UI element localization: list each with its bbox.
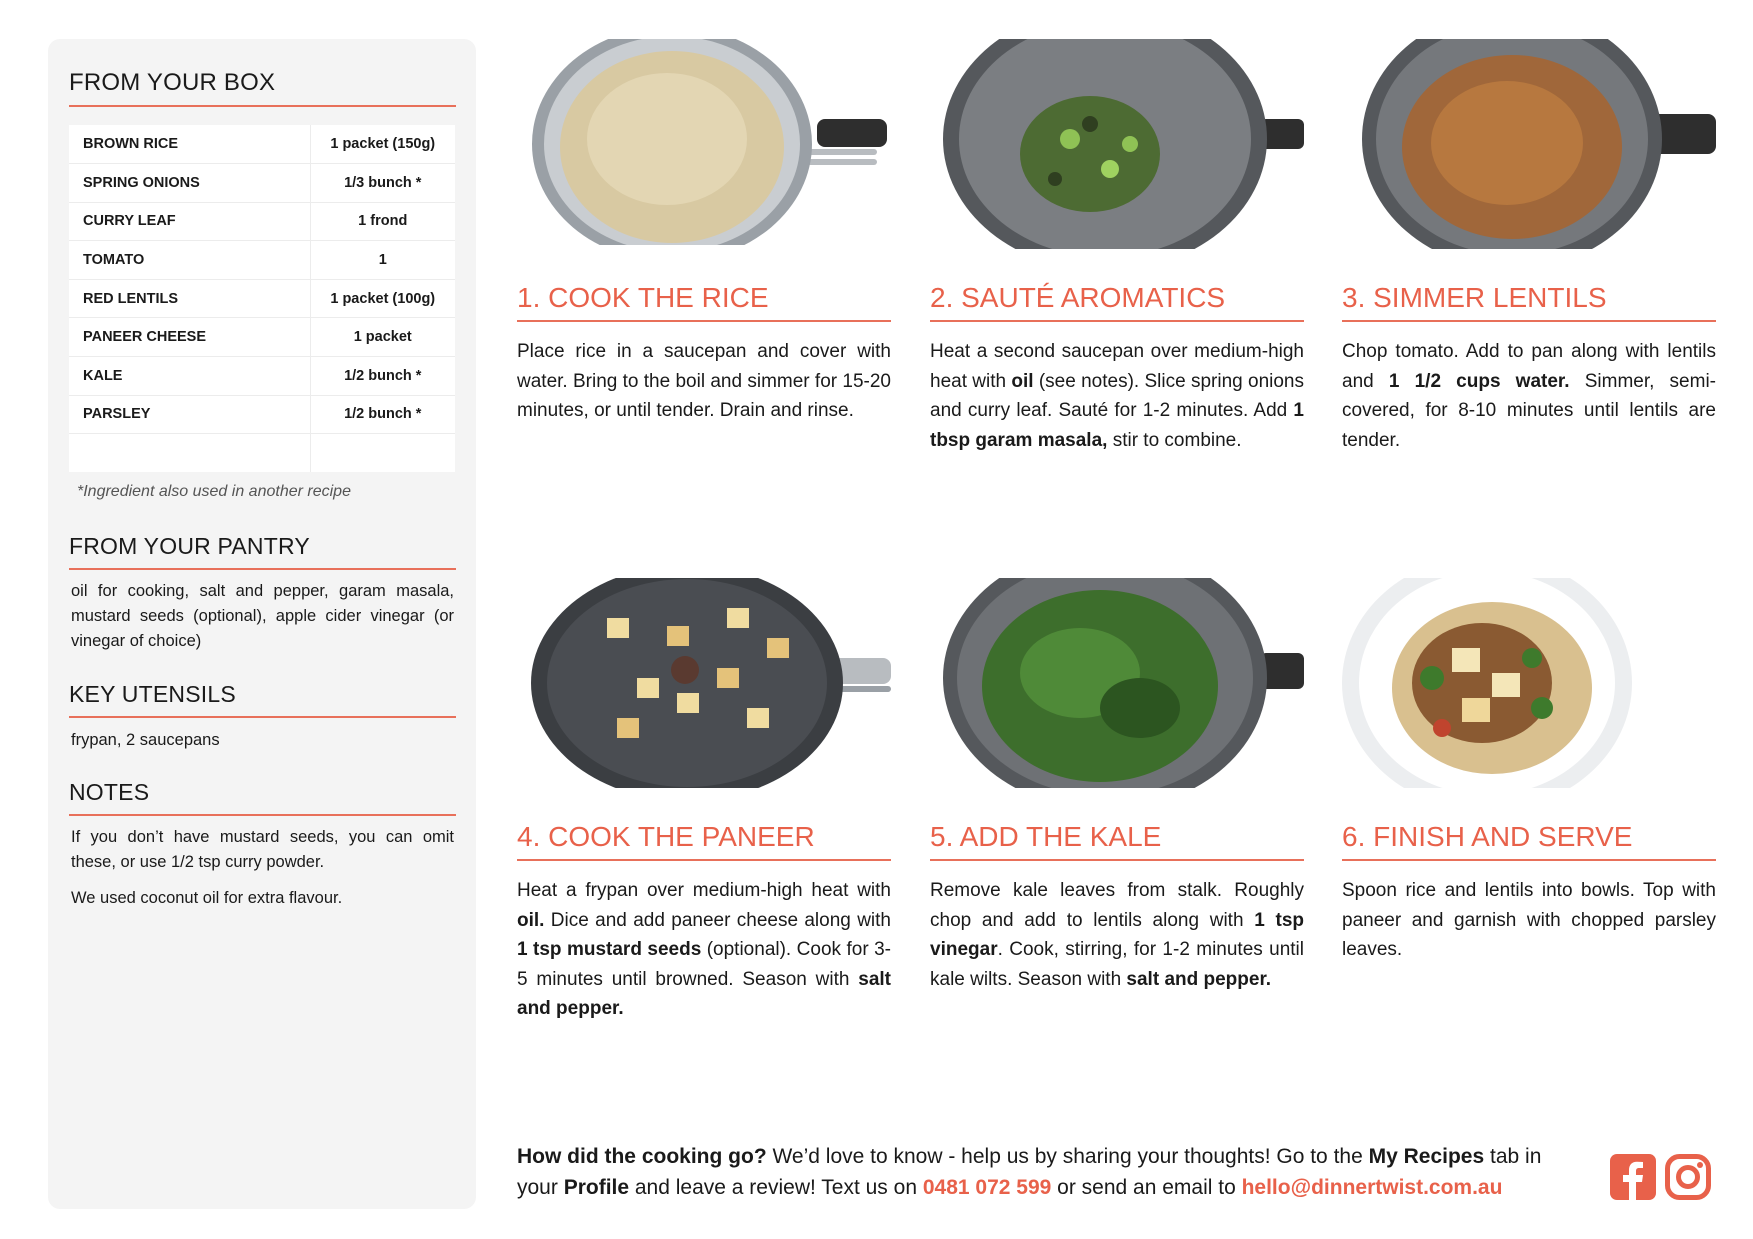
pantry-text: oil for cooking, salt and pepper, garam masala, mustard seeds (optional), apple cider vinegar (or vinegar of choice) <box>71 582 454 650</box>
phone-link[interactable]: 0481 072 599 <box>922 1176 1052 1199</box>
step-2-title: 2. SAUTÉ AROMATICS <box>930 282 1304 322</box>
ingredient-row <box>69 202 455 241</box>
serve-photo <box>1342 578 1716 788</box>
ingredient-qty: 1 <box>310 241 455 280</box>
step-2-text: Heat a second saucepan over medium-high heat with oil (see notes). Slice spring onions and curry leaf. Sauté for 1-2 minutes. Add 1 tbsp garam masala, stir to combine. <box>930 341 1304 451</box>
ingredient-name: RED LENTILS <box>69 279 310 318</box>
notes-heading: NOTES <box>69 779 456 816</box>
ingredients-table <box>69 125 455 472</box>
step-4-text: Heat a frypan over medium-high heat with oil. Dice and add paneer cheese along with 1 tsp mustard seeds (optional). Cook for 3-5 minutes until browned. Season with salt and pepper. <box>517 880 891 1019</box>
instagram-icon[interactable] <box>1665 1154 1711 1200</box>
notes-text-2: We used coconut oil for extra flavour. <box>71 889 343 907</box>
step-3-text: Chop tomato. Add to pan along with lentils and 1 1/2 cups water. Simmer, semi-covered, for 8-10 minutes until lentils are tender. <box>1342 341 1717 451</box>
ingredient-qty: 1 frond <box>310 202 455 241</box>
email-link[interactable]: hello@dinnertwist.com.au <box>1241 1176 1503 1199</box>
ingredient-row <box>69 357 455 396</box>
ingredient-row <box>69 279 455 318</box>
ingredient-footnote: *Ingredient also used in another recipe <box>77 483 351 500</box>
ingredient-name: CURRY LEAF <box>69 202 310 241</box>
ingredient-qty: 1 packet (100g) <box>310 279 455 318</box>
ingredient-name: TOMATO <box>69 241 310 280</box>
ingredient-name: PANEER CHEESE <box>69 318 310 357</box>
ingredient-name: PARSLEY <box>69 395 310 434</box>
kale-photo <box>930 578 1304 788</box>
step-6-text: Spoon rice and lentils into bowls. Top with paneer and garnish with chopped parsley leaves. <box>1342 880 1716 960</box>
step-4-title: 4. COOK THE PANEER <box>517 821 891 861</box>
step-1-title: 1. COOK THE RICE <box>517 282 891 322</box>
from-your-pantry-heading: FROM YOUR PANTRY <box>69 533 456 570</box>
feedback-text: How did the cooking go? We’d love to know - help us by sharing your thoughts! Go to the My Recipes tab in your Profile and leave a review! Text us on 0481 072 599 or send an email to hello@dinnertwist.com.au <box>517 1145 1542 1199</box>
step-5-title: 5. ADD THE KALE <box>930 821 1304 861</box>
rice-photo <box>517 39 891 249</box>
ingredient-qty: 1/3 bunch * <box>310 164 455 203</box>
ingredient-name: KALE <box>69 357 310 396</box>
facebook-icon[interactable] <box>1610 1154 1656 1200</box>
ingredient-qty: 1/2 bunch * <box>310 357 455 396</box>
ingredient-row <box>69 395 455 434</box>
ingredient-name: SPRING ONIONS <box>69 164 310 203</box>
aromatics-photo <box>930 39 1304 249</box>
step-3-title: 3. SIMMER LENTILS <box>1342 282 1716 322</box>
lentils-photo <box>1342 39 1716 249</box>
step-1-text: Place rice in a saucepan and cover with water. Bring to the boil and simmer for 15-20 minutes, or until tender. Drain and rinse. <box>517 341 891 421</box>
step-6-title: 6. FINISH AND SERVE <box>1342 821 1716 861</box>
ingredient-qty: 1 packet (150g) <box>310 125 455 164</box>
ingredient-qty: 1/2 bunch * <box>310 395 455 434</box>
notes-text-1: If you don’t have mustard seeds, you can omit these, or use 1/2 tsp curry powder. <box>71 828 454 871</box>
ingredient-row <box>69 241 455 280</box>
ingredient-row <box>69 125 455 164</box>
utensils-text: frypan, 2 saucepans <box>71 731 220 749</box>
paneer-photo <box>517 578 891 788</box>
key-utensils-heading: KEY UTENSILS <box>69 681 456 718</box>
ingredient-name: BROWN RICE <box>69 125 310 164</box>
ingredient-row <box>69 318 455 357</box>
ingredient-qty: 1 packet <box>310 318 455 357</box>
ingredient-row <box>69 164 455 203</box>
from-your-box-heading: FROM YOUR BOX <box>69 69 456 107</box>
step-5-text: Remove kale leaves from stalk. Roughly chop and add to lentils along with 1 tsp vinegar. Cook, stirring, for 1-2 minutes until kale wilts. Season with salt and pepper. <box>930 880 1304 990</box>
ingredients-sidebar <box>48 39 476 1209</box>
ingredient-row-empty <box>69 434 455 472</box>
